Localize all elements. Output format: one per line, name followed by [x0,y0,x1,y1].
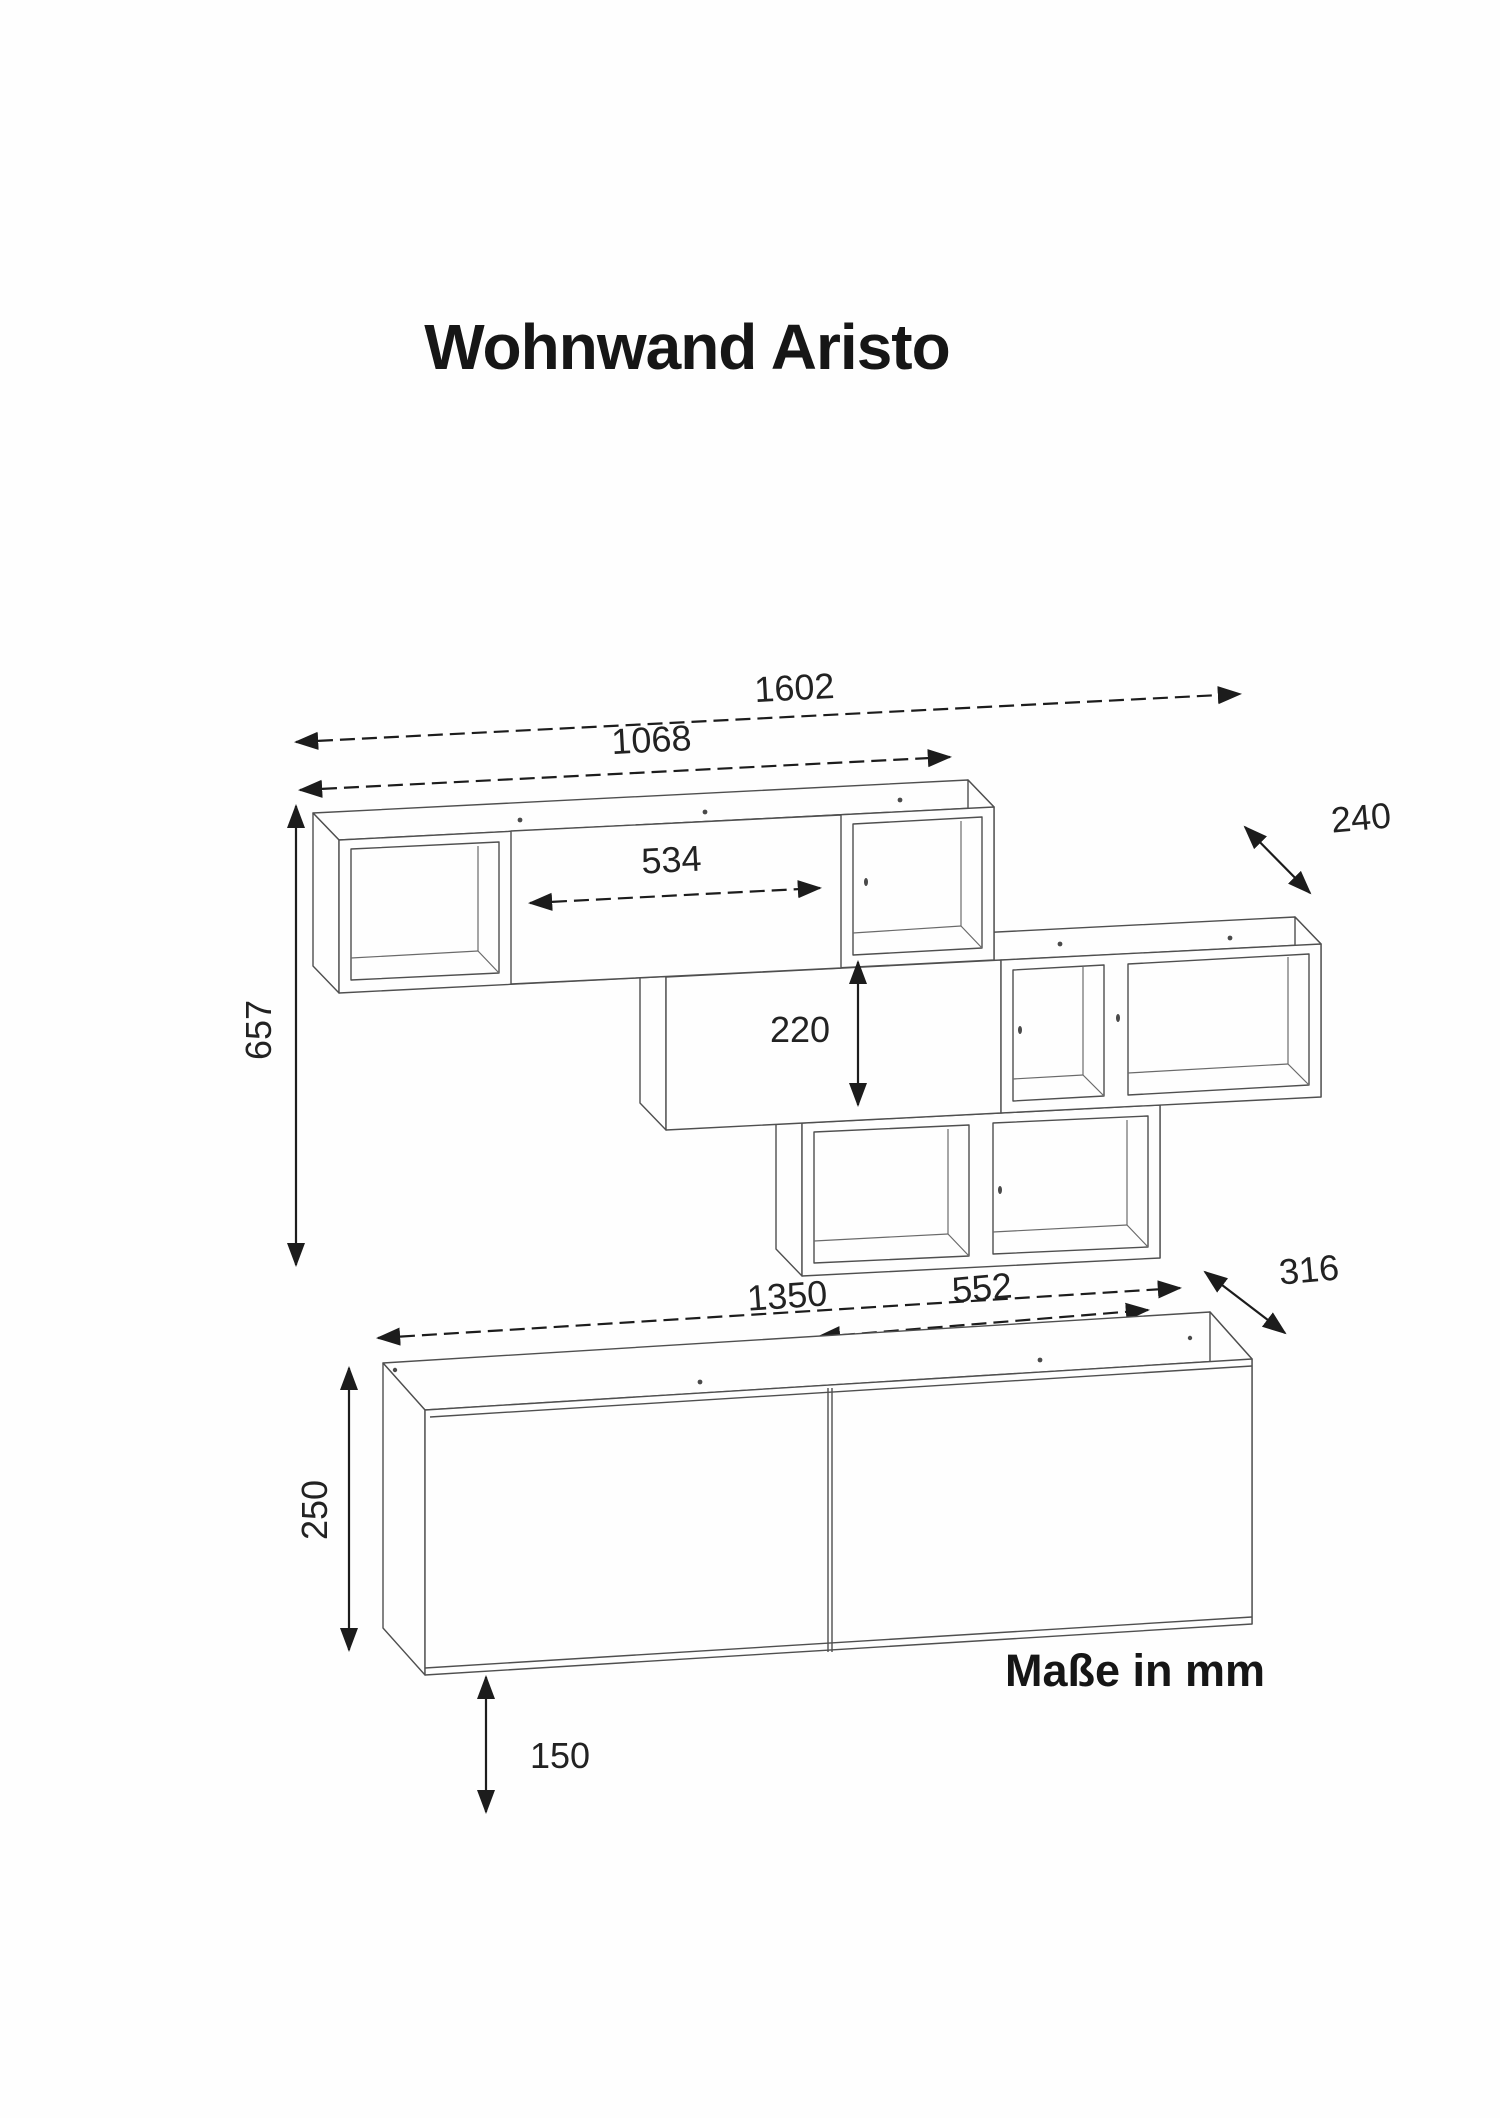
dim-top-row-width [300,717,950,790]
dim-board-depth-label: 316 [1277,1246,1341,1293]
dim-board-width-label: 1350 [745,1272,829,1319]
dim-board-depth [1205,1247,1341,1333]
wall-shelf-drawing [238,665,1393,1337]
dim-total-width-label: 1602 [753,664,836,711]
shelf-top-row [313,780,994,993]
dim-total-height [238,806,296,1265]
dim-total-height-label: 657 [238,999,279,1061]
dim-bottom-row-width-label: 552 [950,1264,1014,1311]
tv-board-drawing [294,1247,1341,1812]
dim-compartment-height-label: 220 [769,1009,831,1050]
page-title: Wohnwand Aristo [424,311,950,383]
dim-board-height [294,1368,349,1650]
dim-panel-width-label: 534 [640,837,703,882]
dim-shelf-depth-label: 240 [1329,794,1393,841]
units-note: Maße in mm [1005,1645,1266,1696]
dim-board-front-offset [486,1677,590,1812]
dim-shelf-depth [1245,795,1393,893]
dim-board-height-label: 250 [294,1479,335,1541]
dim-top-row-width-label: 1068 [610,716,693,763]
dim-board-front-offset-label: 150 [529,1735,591,1776]
dim-total-width [296,665,1240,742]
